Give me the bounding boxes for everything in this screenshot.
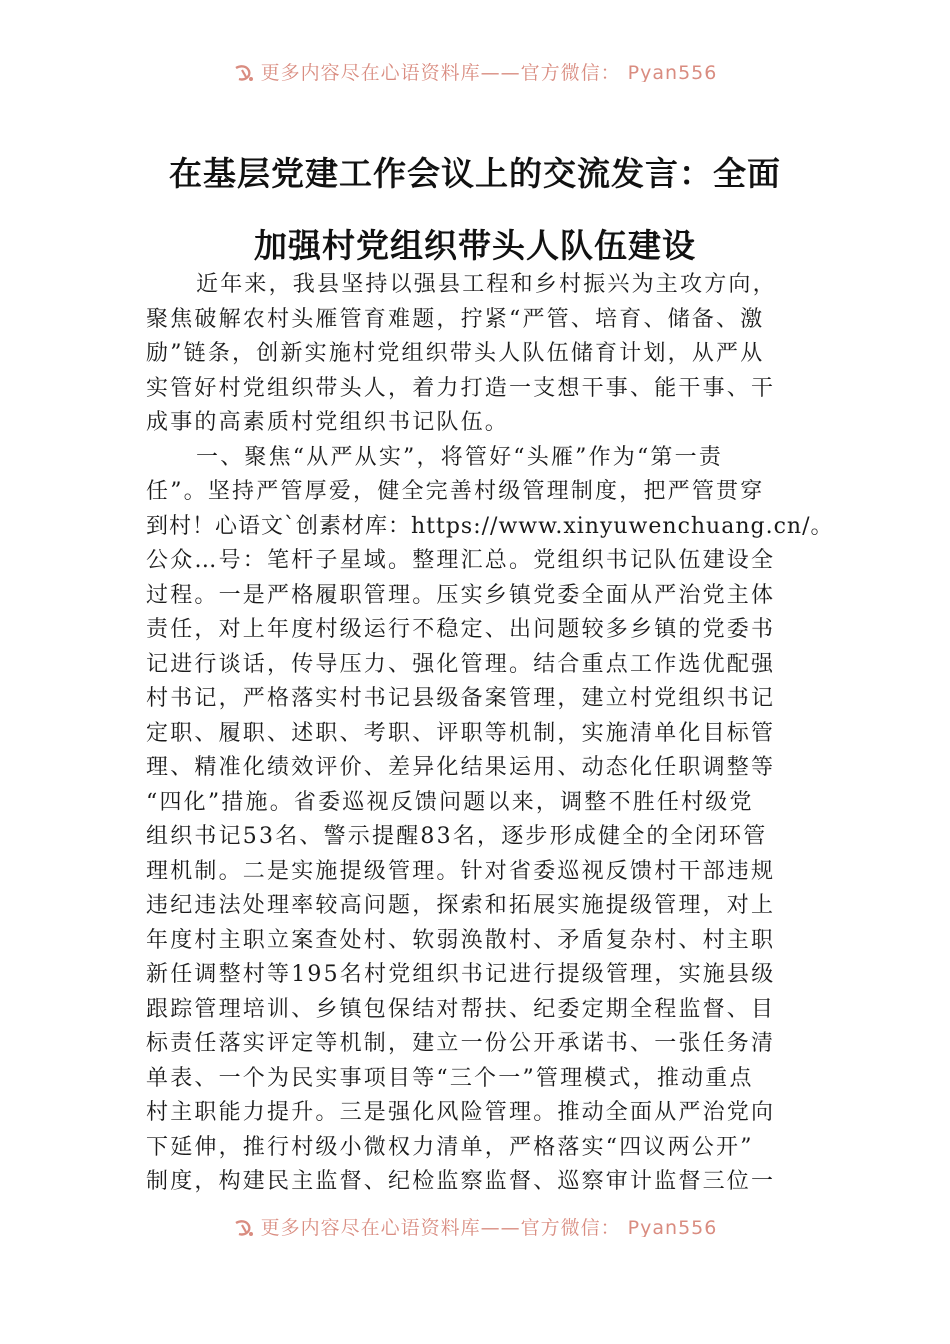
text-line: 村主职能力提升。三是强化风险管理。推动全面从严治党向 [146, 1100, 776, 1125]
title-line-2: 加强村党组织带头人队伍建设 [254, 226, 696, 265]
text-line: 制度，构建民主监督、纪检监察监督、巡察审计监督三位一 [146, 1169, 776, 1194]
watermark-text: 更多内容尽在心语资料库——官方微信： Pyan556 [260, 1217, 718, 1237]
text-line: 励”链条，创新实施村党组织带头人队伍储育计划，从严从 [146, 341, 765, 366]
brand-logo-icon [233, 1219, 255, 1238]
text-line: 过程。一是严格履职管理。压实乡镇党委全面从严治党主体 [146, 582, 776, 608]
document-title [140, 138, 810, 282]
text-line: 责任，对上年度村级运行不稳定、出问题较多乡镇的党委书 [146, 617, 776, 642]
text-line: 成事的高素质村党组织书记队伍。 [146, 410, 510, 435]
text-line: 跟踪管理培训、乡镇包保结对帮扶、纪委定期全程监督、目 [146, 996, 776, 1022]
watermark-text: 更多内容尽在心语资料库——官方微信： Pyan556 [260, 62, 718, 82]
text-line: 标责任落实评定等机制，建立一份公开承诺书、一张任务清 [146, 1031, 776, 1056]
text-line: 村书记，严格落实村书记县级备案管理，建立村党组织书记 [146, 686, 776, 711]
brand-logo-icon [233, 64, 255, 83]
text-line: 违纪违法处理率较高问题，探索和拓展实施提级管理，对上 [146, 893, 776, 918]
text-line: 新任调整村等195名村党组织书记进行提级管理，实施县级 [146, 962, 776, 987]
text-line: 公众…号：笔杆子星域。整理汇总。党组织书记队伍建设全 [146, 548, 776, 573]
text-line: 下延伸，推行村级小微权力清单，严格落实“四议两公开” [146, 1134, 754, 1160]
text-line: 组织书记53名、警示提醒83名，逐步形成健全的全闭环管 [146, 824, 768, 849]
text-line: 近年来，我县坚持以强县工程和乡村振兴为主攻方向， [196, 272, 777, 297]
text-line: 年度村主职立案查处村、软弱涣散村、矛盾复杂村、村主职 [146, 927, 776, 953]
text-line: 实管好村党组织带头人，着力打造一支想干事、能干事、干 [146, 375, 776, 401]
text-line: 记进行谈话，传导压力、强化管理。结合重点工作选优配强 [146, 651, 776, 677]
text-line: 任”。坚持严管厚爱，健全完善村级管理制度，把严管贯穿 [146, 479, 765, 504]
text-line: 理机制。二是实施提级管理。针对省委巡视反馈村干部违规 [146, 858, 776, 884]
text-line: “四化”措施。省委巡视反馈问题以来，调整不胜任村级党 [146, 789, 754, 815]
watermark-footer [0, 1213, 950, 1237]
title-line-1: 在基层党建工作会议上的交流发言：全面 [169, 154, 781, 193]
text-line: 一、聚焦“从严从实”，将管好“头雁”作为“第一责 [196, 444, 724, 470]
text-line: 定职、履职、述职、考职、评职等机制，实施清单化目标管 [146, 720, 776, 746]
text-line: 单表、一个为民实事项目等“三个一”管理模式，推动重点 [146, 1065, 754, 1091]
text-line: 到村！心语文`创素材库：https://www.xinyuwenchuang.cn/。 [146, 513, 834, 539]
text-line: 理、精准化绩效评价、差异化结果运用、动态化任职调整等 [146, 755, 776, 780]
text-line: 聚焦破解农村头雁管育难题，拧紧“严管、培育、储备、激 [146, 306, 765, 332]
watermark-header [0, 58, 950, 82]
document-body [146, 268, 834, 1200]
